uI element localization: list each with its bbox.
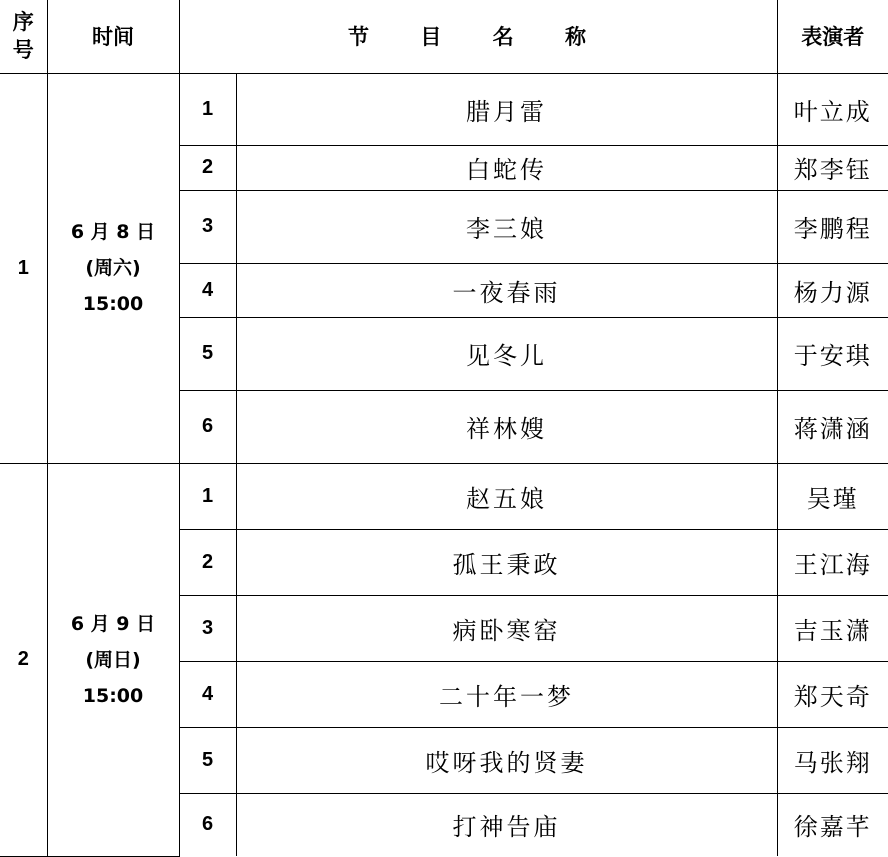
program-name: 哎呀我的贤妻	[236, 727, 777, 793]
session-start-time: 15:00	[82, 293, 144, 315]
program-name: 打神告庙	[236, 793, 777, 856]
program-name: 见冬儿	[236, 317, 777, 390]
session-date: 6 月 8 日	[70, 221, 156, 243]
header-performer: 表演者	[777, 0, 888, 73]
program-name: 赵五娘	[236, 463, 777, 529]
item-number: 4	[179, 661, 236, 727]
item-number: 3	[179, 595, 236, 661]
performer-name: 郑天奇	[777, 661, 888, 727]
performer-name: 叶立成	[777, 73, 888, 145]
item-number: 3	[179, 190, 236, 263]
item-number: 2	[179, 529, 236, 595]
performer-name: 吉玉潇	[777, 595, 888, 661]
program-name: 腊月雷	[236, 73, 777, 145]
table-row	[0, 463, 888, 529]
performer-name: 杨力源	[777, 263, 888, 317]
header-seq: 序 号	[0, 0, 47, 73]
performer-name: 王江海	[777, 529, 888, 595]
item-number: 1	[179, 73, 236, 145]
performer-name: 李鹏程	[777, 190, 888, 263]
program-name: 二十年一梦	[236, 661, 777, 727]
session-weekday: (周日)	[85, 648, 141, 671]
program-name: 祥林嫂	[236, 390, 777, 463]
performer-name: 于安琪	[777, 317, 888, 390]
table-row	[0, 73, 888, 145]
item-number: 5	[179, 317, 236, 390]
program-name: 孤王秉政	[236, 529, 777, 595]
item-number: 2	[179, 145, 236, 190]
session-start-time: 15:00	[82, 684, 144, 707]
performer-name: 马张翔	[777, 727, 888, 793]
program-name: 李三娘	[236, 190, 777, 263]
program-name: 病卧寒窑	[236, 595, 777, 661]
header-time: 时间	[47, 0, 179, 73]
session-seq: 2	[0, 463, 47, 856]
program-name: 白蛇传	[236, 145, 777, 190]
item-number: 6	[179, 793, 236, 856]
header-row	[0, 0, 888, 73]
item-number: 5	[179, 727, 236, 793]
session-time	[47, 463, 179, 856]
item-number: 6	[179, 390, 236, 463]
header-program: 节 目 名 称	[179, 0, 777, 73]
session-time	[47, 73, 179, 463]
program-name: 一夜春雨	[236, 263, 777, 317]
session-weekday: (周六)	[85, 257, 141, 279]
session-seq: 1	[0, 73, 47, 463]
session-date: 6 月 9 日	[70, 612, 156, 635]
performer-name: 蒋潇涵	[777, 390, 888, 463]
item-number: 4	[179, 263, 236, 317]
performer-name: 郑李钰	[777, 145, 888, 190]
performer-name: 徐嘉芊	[777, 793, 888, 856]
performer-name: 吴瑾	[777, 463, 888, 529]
item-number: 1	[179, 463, 236, 529]
